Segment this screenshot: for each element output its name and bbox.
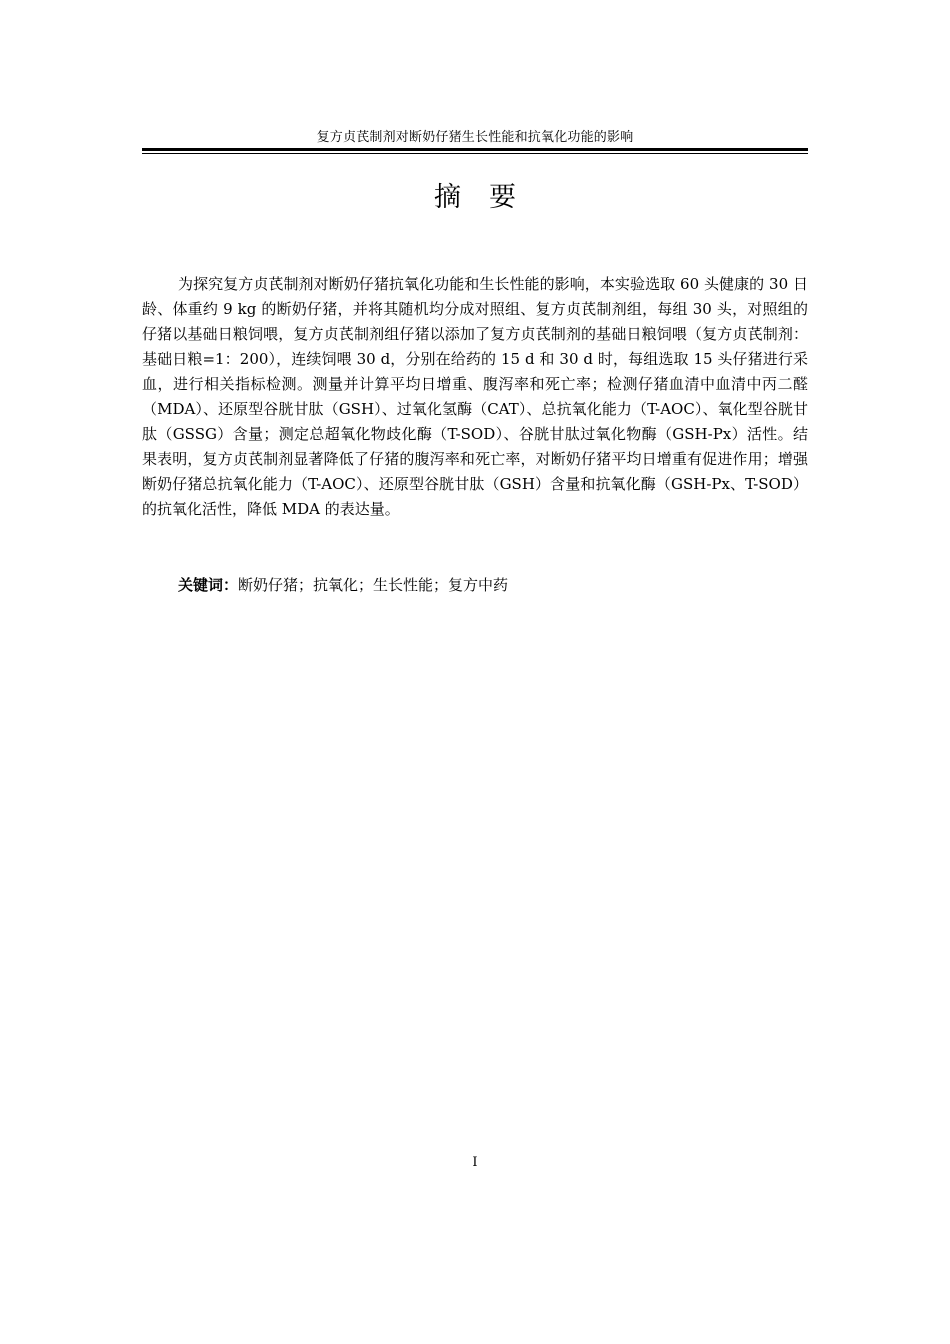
abstract-title: 摘要 [434, 182, 544, 213]
keywords-label: 关键词： [178, 576, 239, 594]
page-number: I [472, 1155, 478, 1170]
abstract-body: 为探究复方贞芪制剂对断奶仔猪抗氧化功能和生长性能的影响，本实验选取 60 头健康的 30 日龄、体重约 9 kg 的断奶仔猪，并将其随机均分成对照组、复方贞芪制剂组，每组 30 头，对照组的仔猪以基础日粮饲喂，复方贞芪制剂组仔猪以添加了复方贞芪制剂的基础日粮饲喂（复方贞芪制剂：基础日粮=1：200），连续饲喂 30 d，分别在给药的 15 d 和 30 d 时，每组选取 15 头仔猪进行采血，进行相关指标检测。测量并计算平均日增重、腹泻率和死亡率；检测仔猪血清中血清中丙二醛（MDA）、还原型谷胱甘肽（GSH）、过氧化氢酶（CAT）、总抗氧化能力（T-AOC）、氧化型谷胱甘肽（GSSG）含量；测定总超氧化物歧化酶（T-SOD）、谷胱甘肽过氧化物酶（GSH-Px）活性。结果表明，复方贞芪制剂显著降低了仔猪的腹泻率和死亡率，对断奶仔猪平均日增重有促进作用；增强断奶仔猪总抗氧化能力（T-AOC）、还原型谷胱甘肽（GSH）含量和抗氧化酶（GSH-Px、T-SOD）的抗氧化活性，降低 MDA 的表达量。 [142, 275, 808, 518]
running-header: 复方贞芪制剂对断奶仔猪生长性能和抗氧化功能的影响 [316, 130, 634, 145]
header-rule-thin [142, 153, 808, 154]
keywords-text: 断奶仔猪；抗氧化；生长性能；复方中药 [238, 576, 509, 594]
header-rule-thick [142, 148, 808, 151]
keywords-line [142, 573, 808, 598]
